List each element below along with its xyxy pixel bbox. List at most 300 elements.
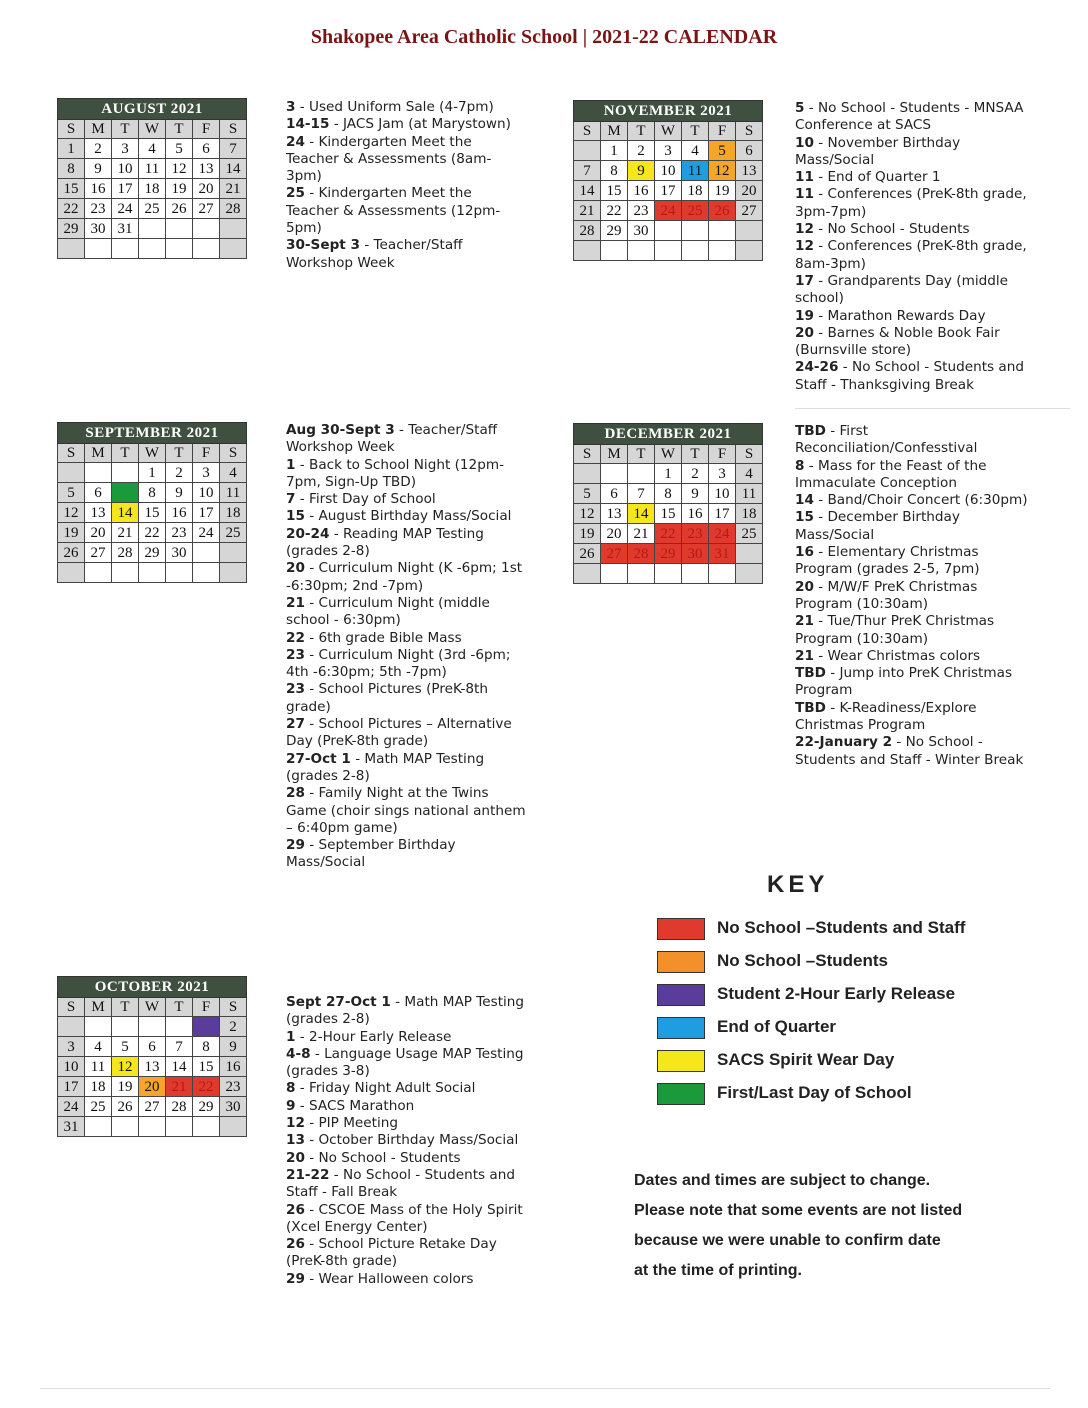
day-cell <box>736 241 763 261</box>
event-date: 1 <box>286 1028 296 1045</box>
event-item <box>286 1202 526 1237</box>
day-cell: 12 <box>112 1057 139 1077</box>
event-text: - Kindergarten Meet the Teacher & Assessments (8am-3pm) <box>286 133 492 185</box>
event-item <box>286 116 526 133</box>
day-cell: 20 <box>85 523 112 543</box>
weekday-label: S <box>58 998 85 1017</box>
day-cell: 18 <box>139 179 166 199</box>
event-date: 20-24 <box>286 525 330 542</box>
day-cell: 16 <box>220 1057 247 1077</box>
event-item <box>286 716 526 751</box>
day-cell: 13 <box>736 161 763 181</box>
calendar-november <box>573 100 763 261</box>
event-text: - Jump into PreK Christmas Program <box>795 665 1013 699</box>
weekday-label: M <box>601 445 628 464</box>
day-cell <box>58 1017 85 1037</box>
event-text: - No School - Students and Staff - Fall Break <box>286 1166 516 1201</box>
event-text: - Math MAP Testing (grades 2-8) <box>286 994 525 1028</box>
day-cell <box>655 221 682 241</box>
event-text: - November Birthday Mass/Social <box>795 134 961 168</box>
event-date: 21 <box>286 594 305 611</box>
event-date: 29 <box>286 837 305 854</box>
day-cell <box>85 239 112 259</box>
day-cell: 11 <box>682 161 709 181</box>
event-date: 4-8 <box>286 1045 311 1062</box>
day-cell: 20 <box>193 179 220 199</box>
event-item <box>795 273 1035 308</box>
day-cell <box>682 564 709 584</box>
event-item <box>286 1098 526 1115</box>
weekday-label: S <box>58 120 85 139</box>
day-cell: 10 <box>58 1057 85 1077</box>
event-item <box>286 1167 526 1202</box>
day-cell: 24 <box>193 523 220 543</box>
day-cell: 25 <box>139 199 166 219</box>
weekday-label: S <box>58 444 85 463</box>
event-date: 8 <box>795 457 805 474</box>
event-date: 10 <box>795 134 814 151</box>
day-cell <box>574 141 601 161</box>
event-date: 19 <box>795 307 814 324</box>
event-item <box>795 169 1035 186</box>
event-text: - September Birthday Mass/Social <box>286 837 456 871</box>
day-cell: 3 <box>193 463 220 483</box>
event-date: 11 <box>795 169 814 186</box>
day-cell: 18 <box>85 1077 112 1097</box>
event-text: - SACS Marathon <box>295 1097 415 1114</box>
day-cell: 19 <box>58 523 85 543</box>
weekday-label: S <box>574 445 601 464</box>
weekday-label: F <box>193 120 220 139</box>
day-cell: 21 <box>112 523 139 543</box>
day-cell: 5 <box>58 483 85 503</box>
weekday-label: W <box>655 445 682 464</box>
day-cell <box>58 463 85 483</box>
day-cell <box>112 463 139 483</box>
day-cell: 9 <box>220 1037 247 1057</box>
day-cell: 30 <box>682 544 709 564</box>
day-cell <box>166 239 193 259</box>
day-cell: 27 <box>85 543 112 563</box>
event-item <box>286 647 526 682</box>
event-item <box>286 134 526 186</box>
event-item <box>286 785 526 837</box>
day-cell: 12 <box>58 503 85 523</box>
day-cell: 4 <box>220 463 247 483</box>
event-text: - No School - Students and Staff - Thanksgiving Break <box>795 359 1025 393</box>
weekday-label: M <box>85 444 112 463</box>
event-date: 12 <box>286 1115 305 1132</box>
key-swatch <box>657 1050 705 1072</box>
event-item <box>795 325 1035 360</box>
day-cell: 13 <box>85 503 112 523</box>
day-cell: 30 <box>220 1097 247 1117</box>
day-cell: 29 <box>58 219 85 239</box>
day-cell: 26 <box>112 1097 139 1117</box>
events-december <box>795 423 1035 769</box>
event-date: 23 <box>286 646 305 663</box>
event-text: - No School - Students <box>813 221 970 238</box>
day-cell: 24 <box>709 524 736 544</box>
key-label: No School –Students and Staff <box>717 918 966 937</box>
day-cell: 6 <box>85 483 112 503</box>
day-cell: 14 <box>112 503 139 523</box>
day-cell: 27 <box>139 1097 166 1117</box>
day-cell <box>139 239 166 259</box>
event-date: 20 <box>286 560 305 577</box>
event-text: - K-Readiness/Explore Christmas Program <box>795 699 977 734</box>
event-date: 16 <box>795 544 814 561</box>
day-cell: 5 <box>574 484 601 504</box>
day-cell: 11 <box>85 1057 112 1077</box>
day-cell: 9 <box>628 161 655 181</box>
day-cell: 18 <box>682 181 709 201</box>
month-header: NOVEMBER 2021 <box>574 101 763 122</box>
event-item <box>286 837 526 872</box>
day-cell: 18 <box>220 503 247 523</box>
day-cell: 13 <box>193 159 220 179</box>
event-item <box>795 186 1035 221</box>
divider <box>40 1388 1050 1389</box>
day-cell: 2 <box>220 1017 247 1037</box>
day-cell <box>220 563 247 583</box>
day-cell: 16 <box>166 503 193 523</box>
event-date: 23 <box>286 681 305 698</box>
day-cell: 25 <box>736 524 763 544</box>
day-cell: 2 <box>166 463 193 483</box>
event-text: - First Day of School <box>295 491 436 508</box>
event-item <box>795 100 1035 135</box>
day-cell <box>193 239 220 259</box>
day-cell: 4 <box>85 1037 112 1057</box>
event-item <box>286 526 526 561</box>
weekday-label: T <box>682 122 709 141</box>
event-text: - Marathon Rewards Day <box>813 307 986 324</box>
key-title: KEY <box>767 871 829 898</box>
day-cell: 14 <box>574 181 601 201</box>
event-text: - School Picture Retake Day (PreK-8th grade) <box>286 1236 497 1270</box>
event-item <box>286 508 526 525</box>
day-cell <box>166 563 193 583</box>
day-cell <box>193 219 220 239</box>
day-cell: 29 <box>193 1097 220 1117</box>
day-cell <box>166 219 193 239</box>
day-cell <box>85 563 112 583</box>
event-date: 14-15 <box>286 116 330 133</box>
disclaimer-note <box>634 1166 1034 1286</box>
event-text: - Language Usage MAP Testing (grades 3-8) <box>286 1045 524 1080</box>
day-cell: 23 <box>682 524 709 544</box>
day-cell <box>736 221 763 241</box>
day-cell: 31 <box>112 219 139 239</box>
day-cell: 12 <box>574 504 601 524</box>
day-cell: 5 <box>709 141 736 161</box>
day-cell: 27 <box>736 201 763 221</box>
key-label: First/Last Day of School <box>717 1083 912 1102</box>
day-cell <box>628 564 655 584</box>
day-cell: 22 <box>655 524 682 544</box>
weekday-label: T <box>112 998 139 1017</box>
weekday-label: T <box>628 445 655 464</box>
weekday-label: S <box>736 445 763 464</box>
day-cell: 3 <box>58 1037 85 1057</box>
day-cell: 28 <box>628 544 655 564</box>
day-cell: 3 <box>655 141 682 161</box>
day-cell: 6 <box>601 484 628 504</box>
page-title: Shakopee Area Catholic School | 2021-22 CALENDAR <box>310 26 778 48</box>
event-item <box>795 221 1035 238</box>
day-cell: 26 <box>709 201 736 221</box>
day-cell: 23 <box>220 1077 247 1097</box>
day-cell <box>85 463 112 483</box>
event-text: - Conferences (PreK-8th grade, 8am-3pm) <box>795 238 1027 272</box>
event-item <box>795 544 1035 579</box>
day-cell: 12 <box>166 159 193 179</box>
event-item <box>286 1115 526 1132</box>
day-cell <box>58 563 85 583</box>
key-swatch <box>657 951 705 973</box>
weekday-label: T <box>682 445 709 464</box>
day-cell: 8 <box>58 159 85 179</box>
day-cell <box>139 1017 166 1037</box>
day-cell: 8 <box>193 1037 220 1057</box>
day-cell: 19 <box>166 179 193 199</box>
weekday-label: S <box>574 122 601 141</box>
event-text: - No School - Students - MNSAA Conference at SACS <box>795 100 1024 134</box>
event-item <box>795 579 1035 614</box>
day-cell: 8 <box>655 484 682 504</box>
day-cell: 12 <box>709 161 736 181</box>
calendar-october <box>57 976 247 1137</box>
key-swatch <box>657 984 705 1006</box>
day-cell: 7 <box>220 139 247 159</box>
day-cell: 14 <box>628 504 655 524</box>
day-cell: 17 <box>112 179 139 199</box>
day-cell: 6 <box>139 1037 166 1057</box>
event-text: - School Pictures – Alternative Day (PreK-8th grade) <box>286 716 512 750</box>
event-item <box>795 135 1035 170</box>
event-text: - Band/Choir Concert (6:30pm) <box>813 492 1028 509</box>
day-cell: 11 <box>139 159 166 179</box>
event-item <box>795 238 1035 273</box>
event-date: 30-Sept 3 <box>286 237 360 254</box>
event-text: - M/W/F PreK Christmas Program (10:30am) <box>795 578 978 612</box>
event-date: 20 <box>795 578 814 595</box>
key-swatch <box>657 1017 705 1039</box>
month-header: OCTOBER 2021 <box>58 977 247 998</box>
day-cell: 24 <box>58 1097 85 1117</box>
day-cell <box>601 241 628 261</box>
event-item <box>795 613 1035 648</box>
day-cell: 24 <box>655 201 682 221</box>
event-item <box>286 1236 526 1271</box>
event-text: - Math MAP Testing (grades 2-8) <box>286 750 485 784</box>
day-cell: 22 <box>601 201 628 221</box>
event-text: - PIP Meeting <box>304 1115 399 1132</box>
day-cell: 21 <box>628 524 655 544</box>
event-text: - 2-Hour Early Release <box>295 1028 452 1045</box>
day-cell: 29 <box>601 221 628 241</box>
weekday-label: S <box>220 120 247 139</box>
day-cell: 25 <box>220 523 247 543</box>
day-cell: 11 <box>220 483 247 503</box>
event-item <box>286 751 526 786</box>
event-text: - No School - Students and Staff - Winter Break <box>795 734 1024 768</box>
day-cell: 25 <box>682 201 709 221</box>
event-text: - Back to School Night (12pm-7pm, Sign-Up TBD) <box>286 456 504 490</box>
event-date: 21 <box>795 647 814 664</box>
event-date: 29 <box>286 1270 305 1287</box>
event-date: Sept 27-Oct 1 <box>286 994 391 1010</box>
event-date: 15 <box>795 509 814 526</box>
day-cell: 1 <box>655 464 682 484</box>
day-cell: 27 <box>193 199 220 219</box>
weekday-label: S <box>220 444 247 463</box>
day-cell: 5 <box>112 1037 139 1057</box>
day-cell <box>628 241 655 261</box>
day-cell <box>166 1117 193 1137</box>
divider <box>795 408 1070 409</box>
day-cell <box>655 564 682 584</box>
event-text: - Conferences (PreK-8th grade, 3pm-7pm) <box>795 186 1027 220</box>
event-item <box>286 630 526 647</box>
event-text: - Reading MAP Testing (grades 2-8) <box>286 525 484 560</box>
event-item <box>286 560 526 595</box>
key-label: SACS Spirit Wear Day <box>717 1050 895 1069</box>
event-text: - 6th grade Bible Mass <box>304 629 462 646</box>
event-date: 20 <box>286 1149 305 1166</box>
key-label: Student 2-Hour Early Release <box>717 984 956 1003</box>
event-date: 12 <box>795 238 814 255</box>
event-text: - Mass for the Feast of the Immaculate Conception <box>795 457 987 491</box>
day-cell: 9 <box>166 483 193 503</box>
day-cell: 16 <box>85 179 112 199</box>
event-item <box>286 237 526 272</box>
day-cell <box>220 543 247 563</box>
day-cell: 10 <box>112 159 139 179</box>
day-cell <box>112 239 139 259</box>
day-cell <box>220 239 247 259</box>
day-cell <box>574 241 601 261</box>
day-cell: 7 <box>166 1037 193 1057</box>
event-item <box>286 422 526 457</box>
day-cell <box>112 1017 139 1037</box>
event-date: TBD <box>795 665 826 682</box>
event-date: 21 <box>795 613 814 630</box>
day-cell <box>193 1117 220 1137</box>
weekday-label: T <box>628 122 655 141</box>
day-cell: 15 <box>58 179 85 199</box>
event-date: 5 <box>795 100 805 116</box>
day-cell: 4 <box>736 464 763 484</box>
month-header: AUGUST 2021 <box>58 99 247 120</box>
day-cell <box>574 464 601 484</box>
event-date: 14 <box>795 492 814 509</box>
note-line: Dates and times are subject to change. <box>634 1172 931 1189</box>
event-item <box>286 1132 526 1149</box>
event-item <box>286 99 526 116</box>
month-header: DECEMBER 2021 <box>574 424 763 445</box>
day-cell: 1 <box>193 1017 220 1037</box>
event-item <box>286 1080 526 1097</box>
day-cell <box>601 564 628 584</box>
event-text: - Used Uniform Sale (4-7pm) <box>295 99 494 115</box>
day-cell: 21 <box>220 179 247 199</box>
event-text: - First Reconciliation/Confesstival <box>795 423 978 457</box>
events-november <box>795 100 1035 394</box>
event-item <box>795 423 1035 458</box>
day-cell: 30 <box>628 221 655 241</box>
day-cell: 30 <box>166 543 193 563</box>
day-cell: 2 <box>682 464 709 484</box>
event-item <box>795 359 1035 394</box>
event-item <box>286 595 526 630</box>
event-text: - Curriculum Night (3rd -6pm; 4th -6:30pm; 5th -7pm) <box>286 646 511 681</box>
day-cell: 17 <box>193 503 220 523</box>
event-text: - School Pictures (PreK-8th grade) <box>286 681 488 715</box>
event-date: 28 <box>286 785 305 802</box>
key-swatch <box>657 1083 705 1105</box>
key-swatch <box>657 918 705 940</box>
day-cell: 28 <box>220 199 247 219</box>
weekday-label: W <box>139 444 166 463</box>
event-date: 17 <box>795 272 814 289</box>
day-cell: 27 <box>601 544 628 564</box>
day-cell: 13 <box>601 504 628 524</box>
day-cell <box>682 241 709 261</box>
day-cell: 1 <box>601 141 628 161</box>
event-text: - Curriculum Night (K -6pm; 1st -6:30pm; 2nd -7pm) <box>286 560 523 594</box>
day-cell: 4 <box>682 141 709 161</box>
event-text: - December Birthday Mass/Social <box>795 509 960 543</box>
event-date: 13 <box>286 1132 305 1149</box>
event-text: - Curriculum Night (middle school - 6:30pm) <box>286 594 490 629</box>
day-cell: 10 <box>193 483 220 503</box>
event-date: 8 <box>286 1080 296 1097</box>
day-cell: 8 <box>139 483 166 503</box>
day-cell: 14 <box>166 1057 193 1077</box>
day-cell: 28 <box>166 1097 193 1117</box>
day-cell: 8 <box>601 161 628 181</box>
day-cell <box>139 1117 166 1137</box>
day-cell <box>220 219 247 239</box>
day-cell <box>709 564 736 584</box>
weekday-label: T <box>166 444 193 463</box>
day-cell: 22 <box>58 199 85 219</box>
event-text: - End of Quarter 1 <box>813 169 941 186</box>
event-date: 26 <box>286 1201 305 1218</box>
weekday-label: F <box>709 445 736 464</box>
weekday-label: T <box>166 998 193 1017</box>
day-cell: 1 <box>58 139 85 159</box>
day-cell: 17 <box>709 504 736 524</box>
weekday-label: T <box>166 120 193 139</box>
event-item <box>286 1271 526 1288</box>
day-cell: 23 <box>628 201 655 221</box>
weekday-label: W <box>139 998 166 1017</box>
day-cell <box>85 1017 112 1037</box>
day-cell: 22 <box>139 523 166 543</box>
weekday-label: F <box>193 444 220 463</box>
events-september <box>286 422 526 872</box>
day-cell: 28 <box>574 221 601 241</box>
day-cell <box>112 1117 139 1137</box>
day-cell: 23 <box>85 199 112 219</box>
day-cell: 13 <box>139 1057 166 1077</box>
day-cell: 30 <box>85 219 112 239</box>
day-cell: 26 <box>574 544 601 564</box>
day-cell <box>574 564 601 584</box>
